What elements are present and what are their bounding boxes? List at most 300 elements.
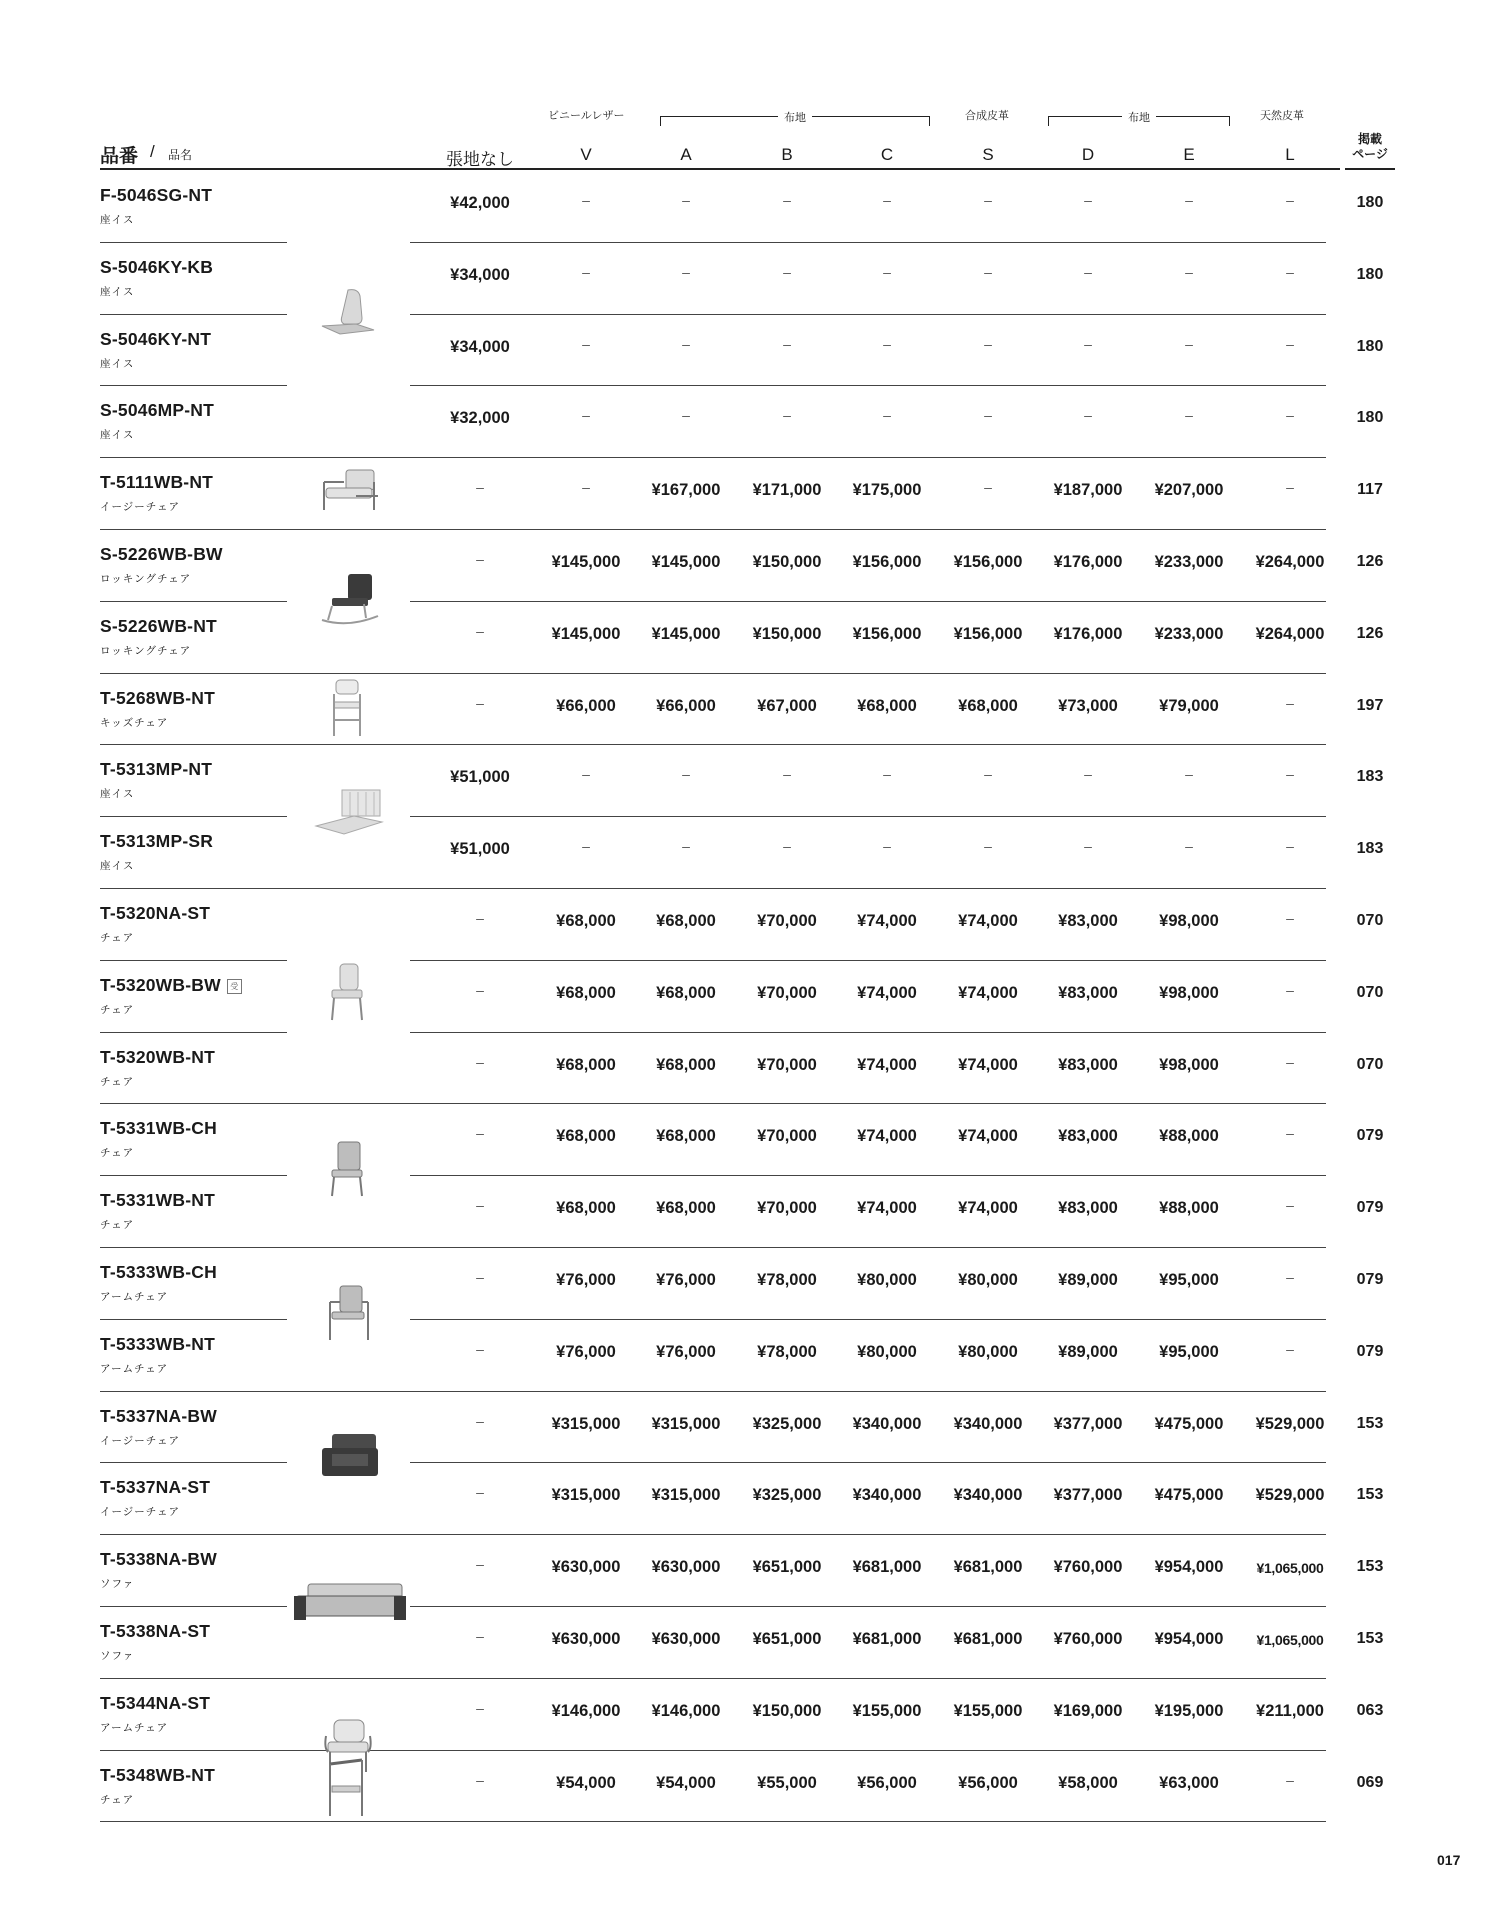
price-cell: –: [1286, 766, 1294, 783]
column-header-name: 品名: [168, 148, 193, 162]
table-row: [0, 1247, 1503, 1318]
price-cell: –: [883, 838, 891, 855]
chair-5320-image: [326, 962, 370, 1022]
price-cell: ¥74,000: [857, 1199, 917, 1218]
product-name: 座イス: [100, 429, 135, 442]
price-cell: –: [1084, 766, 1092, 783]
table-row: [0, 314, 1503, 385]
product-code-text: T-5111WB-NT: [100, 472, 214, 493]
price-cell: –: [1286, 479, 1294, 496]
price-cell: ¥80,000: [857, 1342, 917, 1361]
product-name: チェア: [100, 1075, 135, 1088]
product-name: 座イス: [100, 788, 135, 801]
price-cell: –: [682, 407, 690, 424]
price-cell: ¥42,000: [450, 194, 510, 212]
price-cell: ¥145,000: [651, 553, 721, 571]
catalog-page-ref: 153: [1356, 1630, 1384, 1647]
price-cell: ¥233,000: [1154, 624, 1224, 643]
price-cell: –: [682, 766, 690, 783]
column-header-grade-v: V: [580, 145, 592, 164]
price-cell: ¥681,000: [953, 1630, 1023, 1648]
price-cell: –: [476, 1771, 484, 1788]
group-bracket-fabric-2: [1048, 112, 1230, 127]
price-cell: ¥264,000: [1255, 624, 1325, 643]
product-code: [100, 1190, 215, 1211]
product-name: チェア: [100, 932, 135, 944]
price-cell: ¥83,000: [1058, 1055, 1118, 1074]
price-cell: ¥73,000: [1058, 696, 1118, 715]
price-cell: –: [582, 479, 590, 496]
price-cell: –: [476, 1699, 484, 1716]
price-cell: ¥207,000: [1154, 481, 1224, 500]
price-cell: –: [582, 263, 590, 280]
product-code-text: T-5268WB-NT: [100, 687, 215, 708]
price-cell: –: [783, 335, 791, 352]
price-cell: –: [1185, 766, 1193, 783]
price-cell: ¥325,000: [752, 1486, 822, 1505]
price-cell: ¥155,000: [953, 1701, 1023, 1720]
price-cell: –: [984, 838, 992, 855]
price-cell: –: [682, 335, 690, 352]
price-cell: ¥156,000: [953, 553, 1023, 571]
table-row: [0, 1032, 1503, 1103]
catalog-page-ref: 126: [1356, 553, 1384, 570]
product-code-text: T-5313MP-NT: [100, 759, 213, 780]
product-code-text: T-5344NA-ST: [100, 1692, 211, 1713]
price-cell: ¥83,000: [1058, 1199, 1118, 1218]
price-cell: ¥150,000: [752, 553, 822, 571]
catalog-page-ref: 180: [1356, 265, 1384, 283]
table-row: [0, 1750, 1503, 1821]
rocking-chair-5226-image: [318, 570, 382, 628]
price-cell: ¥80,000: [958, 1342, 1018, 1361]
price-cell: –: [682, 192, 690, 208]
product-name: アームチェア: [100, 1362, 169, 1375]
table-row: [0, 1678, 1503, 1749]
product-code: [100, 185, 212, 206]
price-cell: –: [984, 407, 992, 424]
product-code: [100, 759, 212, 780]
price-cell: ¥146,000: [551, 1701, 621, 1720]
table-row: [0, 1462, 1503, 1533]
column-header-grade-l: L: [1285, 145, 1295, 164]
price-cell: ¥681,000: [852, 1630, 922, 1648]
price-cell: ¥233,000: [1154, 553, 1224, 571]
column-header-grade-e: E: [1183, 145, 1195, 164]
price-cell: ¥68,000: [556, 912, 616, 930]
product-code-text: F-5046SG-NT: [100, 185, 213, 205]
price-cell: –: [1286, 407, 1294, 424]
price-cell: –: [783, 407, 791, 424]
price-cell: ¥54,000: [556, 1773, 616, 1792]
table-row: [0, 1103, 1503, 1174]
product-code-text: T-5337NA-ST: [100, 1477, 211, 1498]
price-cell: ¥58,000: [1058, 1773, 1118, 1792]
price-cell: ¥681,000: [953, 1558, 1023, 1577]
catalog-page-ref: 197: [1356, 696, 1384, 714]
price-cell: ¥68,000: [656, 1127, 716, 1146]
product-name: チェア: [100, 1219, 135, 1232]
catalog-page-ref: 079: [1356, 1127, 1384, 1145]
price-cell: ¥171,000: [752, 481, 822, 500]
price-cell: –: [1084, 192, 1092, 208]
product-code: [100, 1262, 217, 1283]
product-code: [100, 616, 217, 637]
group-bracket-fabric-1: [660, 112, 930, 127]
product-code-text: T-5337NA-BW: [100, 1405, 217, 1426]
price-cell: –: [984, 335, 992, 352]
column-header-page: [1345, 132, 1395, 162]
price-cell: ¥377,000: [1053, 1414, 1123, 1433]
table-row: [0, 1534, 1503, 1605]
group-label-fabric-2: 布地: [1122, 109, 1156, 125]
product-name: アームチェア: [100, 1721, 169, 1734]
price-cell: ¥78,000: [757, 1271, 817, 1289]
product-code: [100, 400, 214, 421]
column-header-grade-s: S: [982, 145, 994, 164]
price-cell: ¥68,000: [556, 983, 616, 1002]
product-name: ロッキングチェア: [100, 644, 192, 657]
price-cell: –: [582, 766, 590, 783]
price-cell: ¥475,000: [1154, 1414, 1224, 1433]
catalog-page-ref: 153: [1356, 1414, 1384, 1432]
group-label-fabric-1: 布地: [778, 109, 812, 125]
price-cell: –: [582, 838, 590, 855]
price-cell: –: [984, 766, 992, 783]
price-cell: ¥377,000: [1053, 1486, 1123, 1505]
product-code: [100, 329, 211, 350]
catalog-page-ref: 180: [1356, 194, 1384, 211]
table-row: [0, 673, 1503, 744]
price-cell: –: [476, 1628, 484, 1644]
price-cell: ¥63,000: [1159, 1773, 1219, 1792]
price-cell: –: [1286, 192, 1294, 208]
price-cell: ¥95,000: [1159, 1271, 1219, 1289]
armchair-5333-image: [324, 1284, 374, 1342]
column-header-grade-d: D: [1081, 145, 1095, 164]
price-cell: –: [984, 263, 992, 280]
row-divider: [100, 1821, 1326, 1822]
column-header-grade-a: A: [680, 145, 692, 164]
catalog-page-ref: 070: [1356, 1055, 1384, 1073]
group-label-natural: 天然皮革: [1260, 110, 1304, 122]
price-cell: –: [1185, 407, 1193, 424]
price-cell: ¥74,000: [857, 912, 917, 930]
price-cell: ¥70,000: [757, 912, 817, 930]
product-code-text: S-5046KY-KB: [100, 256, 214, 277]
price-cell: ¥529,000: [1255, 1414, 1325, 1433]
price-cell: ¥76,000: [556, 1271, 616, 1289]
table-row: [0, 816, 1503, 887]
catalog-page-ref: 180: [1356, 337, 1384, 355]
price-cell: ¥155,000: [852, 1701, 922, 1720]
product-code: [100, 1621, 210, 1642]
product-code-text: S-5226WB-NT: [100, 615, 217, 636]
price-cell: –: [476, 1269, 484, 1285]
price-cell: –: [1286, 263, 1294, 280]
product-name: イージーチェア: [100, 1434, 180, 1447]
product-code: [100, 1477, 210, 1498]
chair-5348-image: [322, 1756, 372, 1818]
price-cell: ¥74,000: [958, 912, 1018, 930]
price-cell: ¥630,000: [651, 1630, 721, 1648]
price-cell: –: [1286, 1269, 1294, 1285]
price-cell: –: [1286, 910, 1294, 926]
price-cell: –: [1185, 263, 1193, 280]
price-cell: ¥68,000: [958, 696, 1018, 715]
product-code: [100, 831, 213, 852]
product-name: 座イス: [100, 357, 135, 370]
group-label-vinyl: ビニールレザー: [548, 110, 625, 122]
price-cell: ¥630,000: [551, 1630, 621, 1648]
product-name: ソファ: [100, 1578, 135, 1591]
product-code-text: T-5320NA-ST: [100, 903, 211, 923]
price-cell: –: [1084, 838, 1092, 855]
product-code-text: S-5226WB-BW: [100, 544, 223, 564]
product-code-text: T-5348WB-NT: [100, 1764, 215, 1785]
price-cell: ¥315,000: [651, 1486, 721, 1505]
price-cell: ¥34,000: [450, 337, 510, 356]
catalog-page-ref: 153: [1356, 1486, 1384, 1504]
price-cell: –: [783, 766, 791, 783]
table-row: [0, 529, 1503, 600]
column-header-page-line2: ページ: [1352, 147, 1388, 161]
price-cell: –: [476, 551, 484, 567]
price-cell: ¥67,000: [757, 696, 817, 715]
product-code: [100, 1765, 215, 1786]
price-cell: ¥340,000: [852, 1414, 922, 1433]
price-cell: –: [883, 335, 891, 352]
price-cell: –: [582, 407, 590, 424]
price-cell: ¥70,000: [757, 1199, 817, 1218]
zaisu-5313-image: [314, 786, 386, 836]
price-cell: ¥76,000: [656, 1271, 716, 1289]
product-name: イージーチェア: [100, 501, 180, 514]
price-cell: –: [1185, 335, 1193, 352]
price-cell: ¥70,000: [757, 983, 817, 1002]
product-code: [100, 257, 213, 278]
price-cell: –: [682, 838, 690, 855]
price-cell: –: [476, 1412, 484, 1429]
price-cell: ¥88,000: [1159, 1199, 1219, 1218]
product-code: [100, 975, 242, 996]
table-row: [0, 170, 1503, 241]
price-cell: ¥175,000: [852, 481, 922, 500]
catalog-page-ref: 079: [1356, 1199, 1384, 1217]
price-cell: –: [1286, 1125, 1294, 1142]
price-cell: ¥1,065,000: [1256, 1632, 1324, 1648]
price-cell: ¥315,000: [651, 1414, 721, 1433]
product-name: ソファ: [100, 1650, 135, 1662]
price-cell: ¥83,000: [1058, 983, 1118, 1002]
price-cell: ¥176,000: [1053, 624, 1123, 643]
column-header-page-line1: 掲載: [1357, 132, 1382, 146]
price-cell: ¥80,000: [958, 1271, 1018, 1289]
price-cell: ¥264,000: [1255, 553, 1325, 571]
price-cell: ¥74,000: [857, 1127, 917, 1146]
price-cell: ¥187,000: [1053, 481, 1123, 500]
price-cell: ¥150,000: [752, 624, 822, 643]
price-cell: –: [1286, 981, 1294, 998]
product-code-text: T-5320WB-NT: [100, 1046, 215, 1067]
product-code-text: T-5320WB-BW: [100, 974, 221, 995]
column-header-grade-b: B: [781, 145, 793, 164]
table-row: [0, 1391, 1503, 1462]
catalog-page-ref: 079: [1356, 1271, 1384, 1288]
table-row: [0, 385, 1503, 456]
price-cell: ¥145,000: [551, 553, 621, 571]
price-cell: ¥54,000: [656, 1773, 716, 1792]
price-cell: ¥88,000: [1159, 1127, 1219, 1146]
price-cell: –: [1084, 335, 1092, 352]
price-cell: ¥325,000: [752, 1414, 822, 1433]
price-cell: ¥651,000: [752, 1630, 822, 1648]
easy-chair-5337-image: [318, 1432, 382, 1482]
price-cell: –: [582, 335, 590, 352]
price-cell: –: [783, 838, 791, 855]
product-code-text: S-5046MP-NT: [100, 400, 215, 421]
price-cell: –: [1185, 838, 1193, 855]
price-cell: ¥156,000: [852, 624, 922, 643]
table-row: [0, 960, 1503, 1031]
price-cell: ¥150,000: [752, 1701, 822, 1720]
product-code: [100, 903, 210, 924]
product-code: [100, 472, 213, 493]
page-number: 017: [1437, 1852, 1461, 1868]
price-cell: ¥83,000: [1058, 912, 1118, 930]
price-cell: ¥760,000: [1053, 1630, 1123, 1648]
price-cell: –: [1286, 1771, 1294, 1788]
group-label-synthetic: 合成皮革: [965, 110, 1009, 122]
column-header-slash: /: [150, 142, 155, 161]
product-name: チェア: [100, 1793, 135, 1806]
product-name: キッズチェア: [100, 716, 169, 729]
product-name: 座イス: [100, 285, 135, 298]
price-cell: –: [1286, 1197, 1294, 1214]
column-header-no-upholstery: 張地なし: [446, 150, 514, 169]
table-row: [0, 888, 1503, 959]
price-cell: ¥78,000: [757, 1342, 817, 1361]
catalog-page-ref: 079: [1356, 1342, 1384, 1360]
product-code: [100, 1047, 215, 1068]
price-cell: –: [476, 1053, 484, 1070]
price-cell: ¥51,000: [450, 768, 510, 787]
price-cell: ¥68,000: [857, 696, 917, 715]
made-to-order-badge: 受: [227, 979, 242, 994]
product-name: イージーチェア: [100, 1506, 180, 1519]
catalog-page-ref: 183: [1356, 840, 1384, 858]
catalog-page-ref: 070: [1356, 912, 1384, 929]
price-cell: ¥56,000: [958, 1773, 1018, 1792]
table-row: [0, 242, 1503, 313]
catalog-page-ref: 126: [1356, 624, 1384, 642]
price-cell: ¥98,000: [1159, 912, 1219, 930]
product-code: [100, 1118, 217, 1139]
product-code: [100, 1549, 217, 1570]
price-cell: ¥74,000: [958, 1055, 1018, 1074]
price-cell: ¥145,000: [551, 624, 621, 643]
price-cell: –: [476, 694, 484, 711]
price-cell: –: [783, 263, 791, 280]
price-cell: –: [1084, 407, 1092, 424]
price-cell: –: [883, 192, 891, 208]
product-code-text: S-5046KY-NT: [100, 328, 212, 349]
price-cell: –: [476, 981, 484, 998]
price-cell: ¥68,000: [656, 983, 716, 1002]
price-cell: –: [682, 263, 690, 280]
price-cell: ¥74,000: [958, 983, 1018, 1002]
price-cell: ¥954,000: [1154, 1558, 1224, 1577]
price-cell: –: [1286, 335, 1294, 352]
catalog-page-ref: 153: [1356, 1558, 1384, 1576]
sofa-5338-image: [292, 1580, 406, 1628]
price-cell: ¥80,000: [857, 1271, 917, 1289]
product-code: [100, 688, 215, 709]
product-code: [100, 1334, 215, 1355]
price-cell: ¥34,000: [450, 265, 510, 284]
product-code-text: T-5331WB-NT: [100, 1190, 215, 1211]
product-code: [100, 1693, 210, 1714]
price-cell: ¥68,000: [656, 1199, 716, 1218]
price-cell: –: [476, 1197, 484, 1214]
price-cell: ¥74,000: [958, 1199, 1018, 1218]
price-cell: ¥74,000: [958, 1127, 1018, 1146]
price-cell: –: [1286, 838, 1294, 855]
price-cell: ¥98,000: [1159, 1055, 1219, 1074]
price-cell: ¥167,000: [651, 481, 721, 500]
product-name: アームチェア: [100, 1291, 169, 1303]
product-code-text: T-5338NA-BW: [100, 1549, 217, 1570]
price-cell: ¥83,000: [1058, 1127, 1118, 1146]
price-cell: ¥68,000: [556, 1199, 616, 1218]
price-cell: ¥630,000: [651, 1558, 721, 1577]
price-cell: ¥145,000: [651, 624, 721, 643]
price-cell: –: [984, 192, 992, 208]
price-cell: –: [476, 1556, 484, 1573]
price-cell: ¥760,000: [1053, 1558, 1123, 1577]
price-cell: ¥95,000: [1159, 1342, 1219, 1361]
price-cell: ¥630,000: [551, 1558, 621, 1577]
price-cell: ¥98,000: [1159, 983, 1219, 1002]
price-cell: ¥146,000: [651, 1701, 721, 1720]
kids-chair-5268-image: [322, 676, 372, 738]
price-cell: –: [476, 1340, 484, 1357]
price-cell: –: [476, 622, 484, 639]
price-cell: –: [883, 766, 891, 783]
price-cell: ¥954,000: [1154, 1630, 1224, 1648]
price-cell: –: [476, 910, 484, 926]
product-code-text: T-5333WB-NT: [100, 1333, 215, 1354]
price-cell: ¥51,000: [450, 840, 510, 859]
price-cell: –: [883, 263, 891, 280]
price-cell: –: [1286, 1053, 1294, 1070]
price-cell: ¥169,000: [1053, 1701, 1123, 1720]
price-cell: ¥475,000: [1154, 1486, 1224, 1505]
catalog-page-ref: 063: [1356, 1701, 1384, 1719]
price-cell: ¥156,000: [953, 624, 1023, 643]
table-row: [0, 1319, 1503, 1390]
product-name: ロッキングチェア: [100, 573, 192, 585]
product-name: チェア: [100, 1003, 135, 1016]
product-code: [100, 1406, 217, 1427]
price-cell: ¥529,000: [1255, 1486, 1325, 1505]
price-cell: –: [476, 1484, 484, 1501]
column-header-code: 品番: [100, 146, 139, 167]
table-row: [0, 601, 1503, 672]
price-cell: ¥68,000: [556, 1055, 616, 1074]
price-cell: –: [1185, 192, 1193, 208]
price-cell: ¥66,000: [556, 696, 616, 715]
